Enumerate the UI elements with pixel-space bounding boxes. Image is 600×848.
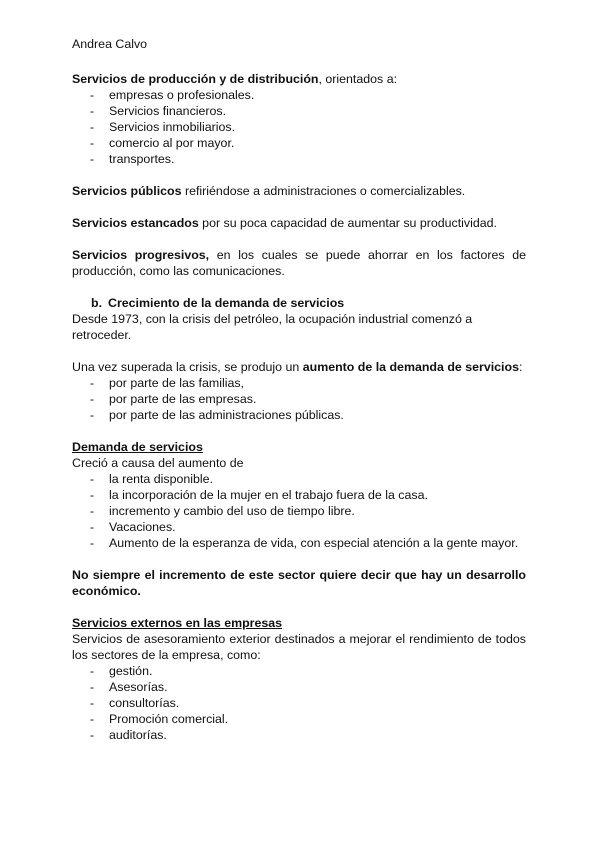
section-letter: b.	[91, 296, 103, 310]
demand-increase-bold: aumento de la demanda de servicios	[302, 360, 519, 374]
list-item: - incremento y cambio del uso de tiempo libre.	[72, 503, 526, 519]
author-header: Andrea Calvo	[72, 37, 148, 51]
list-item: - Servicios financieros.	[72, 103, 526, 119]
demand-growth-heading: b. Crecimiento de la demanda de servicios	[91, 296, 345, 310]
list-item: - por parte de las administraciones públicas.	[72, 407, 526, 423]
list-item: - la renta disponible.	[72, 471, 526, 487]
services-demand-intro: Creció a causa del aumento de	[72, 456, 244, 470]
list-item: - Vacaciones.	[72, 519, 526, 535]
list-item: - Aumento de la esperanza de vida, con especial atención a la gente mayor.	[72, 535, 526, 551]
demand-sources-list	[72, 375, 526, 423]
document-body	[72, 71, 526, 743]
production-services-intro: Servicios de producción y de distribución, orientados a:	[72, 72, 398, 86]
list-item: - auditorías.	[72, 727, 526, 743]
external-services-list	[72, 663, 526, 743]
list-item: - comercio al por mayor.	[72, 135, 526, 151]
demand-increase-intro: Una vez superada la crisis, se produjo un aumento de la demanda de servicios:	[72, 360, 523, 374]
economic-development-statement: No siempre el incremento de este sector quiere decir que hay un desarrollo económico.	[72, 568, 526, 598]
production-services-list	[72, 87, 526, 167]
public-services-paragraph: Servicios públicos refiriéndose a administraciones o comercializables.	[72, 184, 466, 198]
external-services-heading: Servicios externos en las empresas	[72, 616, 283, 630]
public-services-title: Servicios públicos	[72, 184, 182, 198]
services-demand-heading: Demanda de servicios	[72, 440, 203, 454]
list-item: - Servicios inmobiliarios.	[72, 119, 526, 135]
list-item: - empresas o profesionales.	[72, 87, 526, 103]
progressive-services-paragraph: Servicios progresivos, en los cuales se puede ahorrar en los factores de producción, como las comunicaciones.	[72, 248, 526, 278]
list-item: - por parte de las familias,	[72, 375, 526, 391]
list-item: - Promoción comercial.	[72, 711, 526, 727]
production-services-title: Servicios de producción y de distribución	[72, 72, 319, 86]
stagnant-services-paragraph: Servicios estancados por su poca capacidad de aumentar su productividad.	[72, 216, 497, 230]
demand-growth-text: Desde 1973, con la crisis del petróleo, la ocupación industrial comenzó a retroceder.	[72, 312, 473, 342]
progressive-services-title: Servicios progresivos,	[72, 248, 210, 262]
list-item: - la incorporación de la mujer en el trabajo fuera de la casa.	[72, 487, 526, 503]
list-item: - Asesorías.	[72, 679, 526, 695]
external-services-intro: Servicios de asesoramiento exterior destinados a mejorar el rendimiento de todos los sectores de la empresa, como:	[72, 632, 526, 662]
list-item: - por parte de las empresas.	[72, 391, 526, 407]
list-item: - transportes.	[72, 151, 526, 167]
list-item: - consultorías.	[72, 695, 526, 711]
list-item: - gestión.	[72, 663, 526, 679]
services-demand-list	[72, 471, 526, 551]
stagnant-services-title: Servicios estancados	[72, 216, 199, 230]
